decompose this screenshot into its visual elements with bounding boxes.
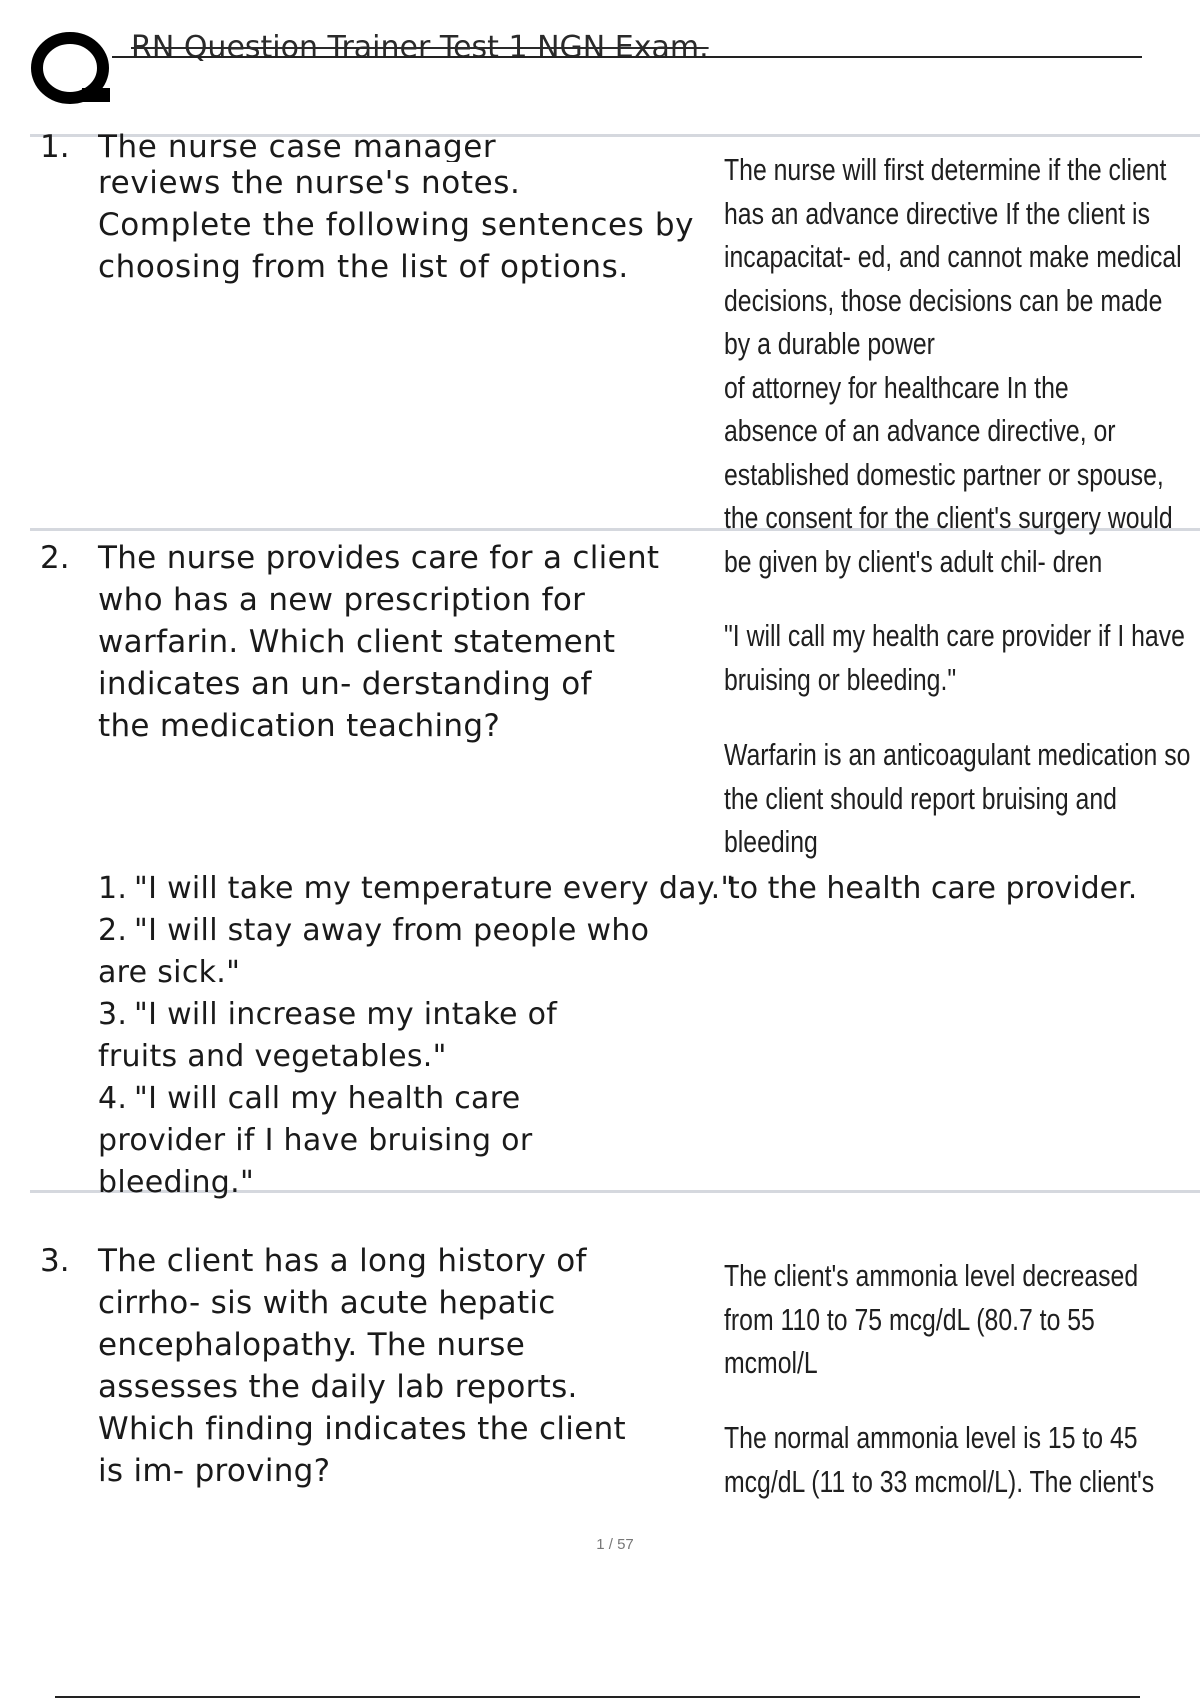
answer-line: from 110 to 75 mcg/dL (80.7 to 55	[724, 1301, 1095, 1337]
answer-line: of attorney for healthcare In the	[724, 369, 1069, 405]
option-text: "I will call my health care	[134, 1081, 521, 1116]
rationale-line: mcg/dL (11 to 33 mcmol/L). The client's	[724, 1463, 1155, 1499]
option-text: "I will increase my intake of	[134, 997, 558, 1032]
question-line: cirrho- sis with acute hepatic	[98, 1285, 556, 1321]
rationale-tail: to the health care provider.	[728, 871, 1138, 906]
question-1-text	[98, 126, 708, 288]
question-3-answer	[724, 1254, 1138, 1385]
answer-line: mcmol/L	[724, 1345, 818, 1380]
page-number: 1 / 57	[596, 1536, 634, 1553]
answer-line: decisions, those decisions can be made	[724, 282, 1163, 318]
header-rule	[112, 56, 1142, 58]
option-number: 4.	[98, 1081, 128, 1116]
question-2-answer	[724, 614, 1185, 701]
question-number: 3.	[40, 1243, 70, 1279]
option-1	[98, 868, 735, 910]
q-logo-icon	[30, 30, 112, 110]
question-2-rationale	[724, 733, 1190, 864]
answer-line: be given by client's adult chil- dren	[724, 543, 1103, 579]
rationale-line: Warfarin is an anticoagulant medication so	[724, 737, 1191, 772]
rationale-line: bleeding	[724, 824, 818, 859]
question-line: warfarin. Which client statement	[98, 624, 616, 660]
answer-line: The nurse will first determine if the client	[724, 152, 1167, 187]
option-number: 2.	[98, 913, 128, 948]
answer-line: bruising or bleeding."	[724, 661, 957, 697]
answer-line: absence of an advance directive, or	[724, 413, 1116, 448]
question-line: Which finding indicates the client	[98, 1411, 626, 1447]
question-line: The nurse case manager	[98, 129, 497, 162]
question-line: The client has a long history of	[98, 1243, 587, 1279]
question-line: reviews the nurse's notes.	[98, 165, 521, 201]
answer-line: incapacitat- ed, and cannot make medical	[724, 239, 1182, 274]
option-number: 3.	[98, 997, 128, 1032]
question-line: encephalopathy. The nurse	[98, 1327, 526, 1363]
question-line: choosing from the list of options.	[98, 249, 629, 285]
option-text: "I will take my temperature every day."	[134, 871, 735, 906]
answer-line: The client's ammonia level decreased	[724, 1258, 1139, 1293]
question-line: indicates an un- derstanding of	[98, 666, 592, 702]
question-number: 1.	[40, 129, 70, 162]
option-text: provider if I have bruising or	[98, 1123, 533, 1158]
question-2-text	[98, 537, 708, 747]
question-line: Complete the following sentences by	[98, 207, 695, 243]
option-2	[98, 910, 735, 994]
option-4	[98, 1078, 735, 1204]
question-line: who has a new prescription for	[98, 582, 586, 618]
footer-rule	[55, 1696, 1140, 1698]
question-3-rationale	[724, 1416, 1154, 1503]
answer-line: "I will call my health care provider if I have	[724, 618, 1185, 653]
question-line: the medication teaching?	[98, 708, 501, 744]
option-text: "I will stay away from people who	[134, 913, 650, 948]
question-line: assesses the daily lab reports.	[98, 1369, 578, 1405]
option-text: are sick."	[98, 955, 241, 990]
question-line: is im- proving?	[98, 1453, 331, 1489]
answer-line: has an advance directive If the client is	[724, 195, 1150, 231]
answer-line: established domestic partner or spouse,	[724, 456, 1164, 492]
question-number: 2.	[40, 540, 70, 576]
document-title: RN Question Trainer Test 1 NGN Exam.	[131, 30, 709, 65]
rationale-line: the client should report bruising and	[724, 780, 1117, 816]
option-3	[98, 994, 735, 1078]
option-text: fruits and vegetables."	[98, 1039, 447, 1074]
option-text: bleeding."	[98, 1165, 255, 1200]
answer-line: by a durable power	[724, 326, 935, 361]
question-3-text	[98, 1240, 708, 1492]
answer-line: the consent for the client's surgery would	[724, 500, 1173, 535]
rationale-line: The normal ammonia level is 15 to 45	[724, 1420, 1138, 1455]
question-line: The nurse provides care for a client	[98, 540, 660, 576]
question-1-answer	[724, 148, 1182, 583]
question-2-options	[98, 868, 735, 1204]
option-number: 1.	[98, 871, 128, 906]
